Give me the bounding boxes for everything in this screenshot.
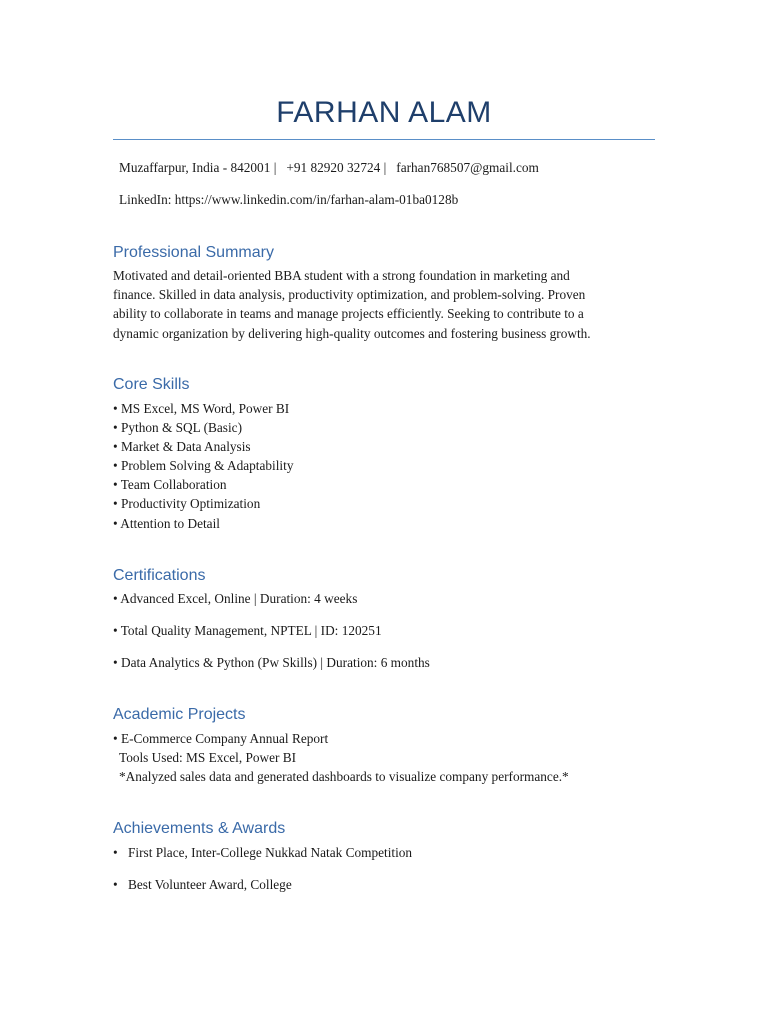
certification-item: • Advanced Excel, Online | Duration: 4 weeks (113, 591, 358, 606)
section-heading-projects: Academic Projects (113, 706, 246, 723)
list-item: • Productivity Optimization (113, 496, 261, 512)
section-heading-skills: Core Skills (113, 376, 190, 393)
list-item: • Team Collaboration (113, 477, 227, 493)
list-item: • MS Excel, MS Word, Power BI (113, 401, 290, 416)
list-item: • Market & Data Analysis (113, 439, 251, 455)
project-description: *Analyzed sales data and generated dashboards to visualize company performance.* (119, 769, 569, 784)
phone: +91 82920 32724 (286, 160, 381, 175)
award-label: First Place, Inter-College Nukkad Natak Competition (128, 845, 413, 860)
certification-item: • Data Analytics & Python (Pw Skills) | Duration: 6 months (113, 655, 430, 670)
contact-line (119, 160, 539, 176)
location: Muzaffarpur, India - 842001 (119, 160, 271, 175)
award-item (113, 877, 292, 893)
section-heading-summary: Professional Summary (113, 244, 274, 261)
summary-paragraph (113, 266, 658, 343)
candidate-name: FARHAN ALAM (276, 96, 492, 129)
bullet-icon: • (113, 877, 118, 892)
list-item: • Problem Solving & Adaptability (113, 458, 294, 474)
section-heading-certifications: Certifications (113, 567, 206, 584)
summary-line: finance. Skilled in data analysis, productivity optimization, and problem-solving. Proven (113, 287, 586, 303)
header-divider (113, 139, 655, 140)
linkedin-link: LinkedIn: https://www.linkedin.com/in/farhan-alam-01ba0128b (119, 192, 459, 207)
section-heading-awards: Achievements & Awards (113, 820, 286, 837)
project-tools: Tools Used: MS Excel, Power BI (119, 750, 297, 765)
list-item: • Python & SQL (Basic) (113, 420, 243, 436)
contact-separator: | (273, 160, 277, 175)
summary-line: dynamic organization by delivering high-quality outcomes and fostering business growth. (113, 325, 591, 341)
list-item: • Attention to Detail (113, 515, 220, 531)
award-item (113, 845, 412, 861)
project-title: • E-Commerce Company Annual Report (113, 731, 329, 746)
contact-separator: | (383, 160, 387, 175)
email: farhan768507@gmail.com (396, 160, 539, 175)
award-label: Best Volunteer Award, College (128, 877, 292, 892)
summary-line: Motivated and detail-oriented BBA student with a strong foundation in marketing and (113, 268, 570, 283)
skills-list (113, 399, 293, 533)
summary-line: ability to collaborate in teams and manage projects efficiently. Seeking to contribute to a (113, 306, 584, 322)
certification-item: • Total Quality Management, NPTEL | ID: 120251 (113, 623, 382, 638)
bullet-icon: • (113, 845, 118, 860)
